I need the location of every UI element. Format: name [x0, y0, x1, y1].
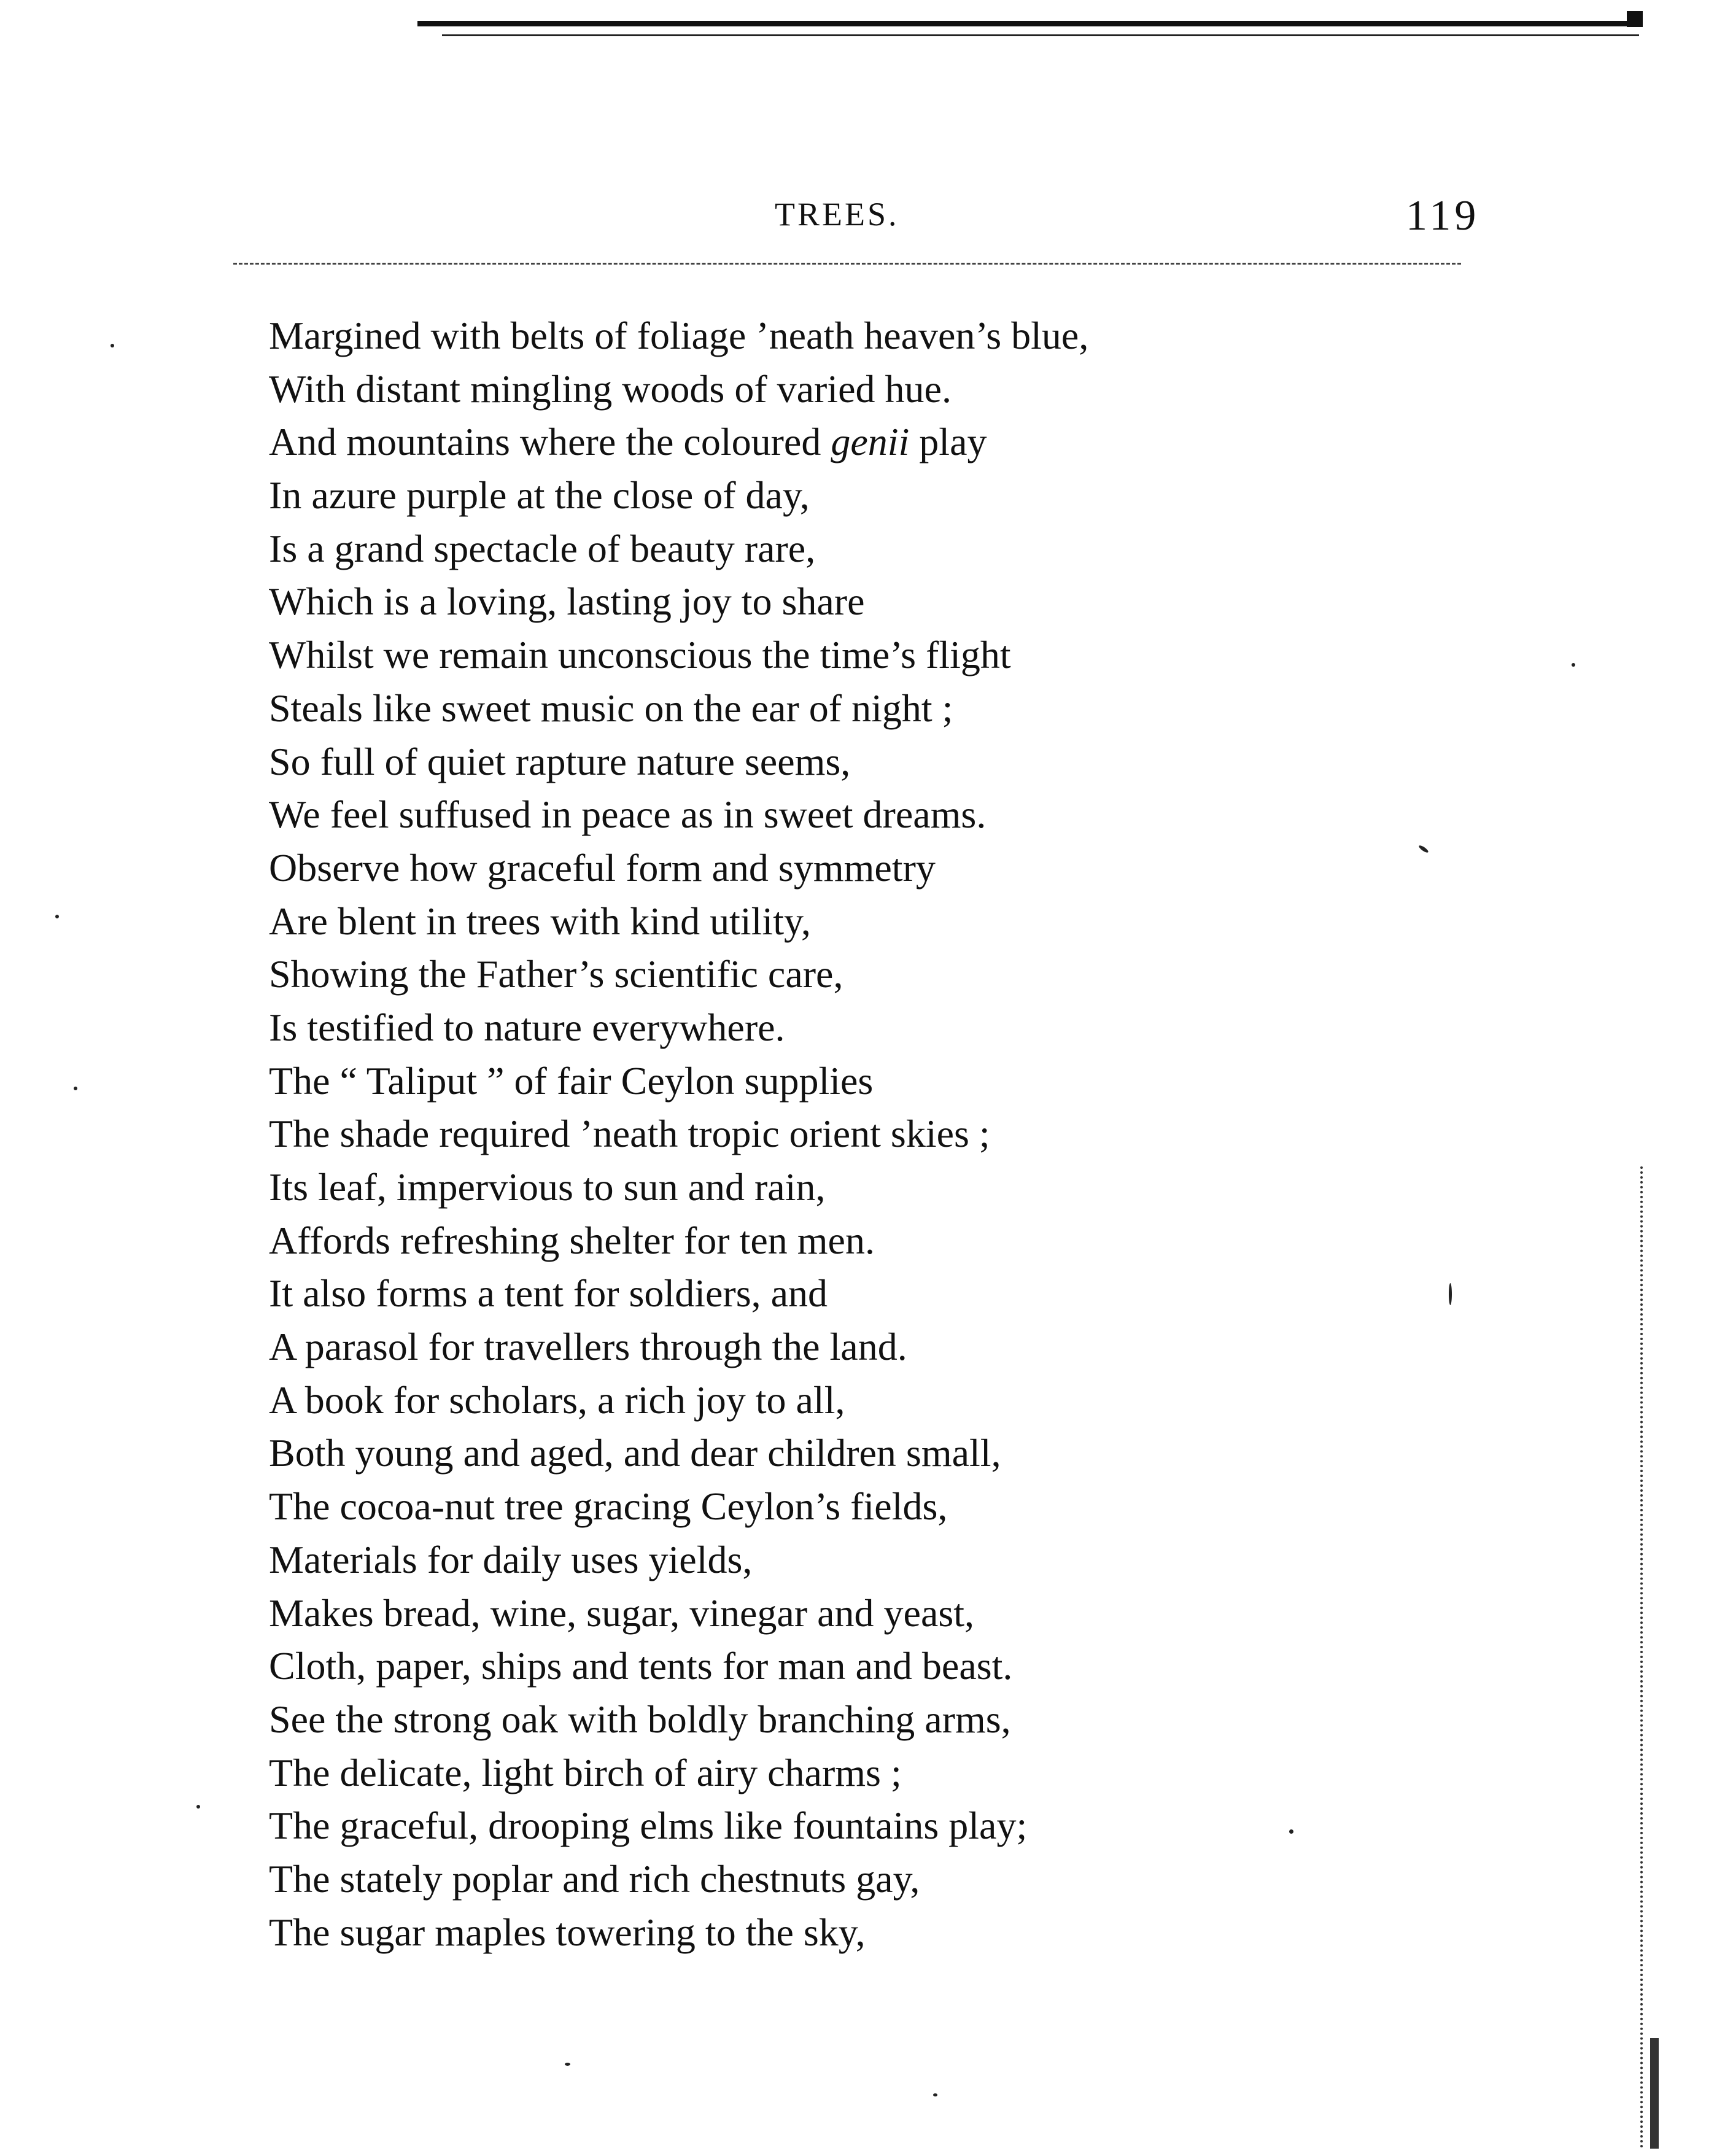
poem-line: The graceful, drooping elms like fountains play; — [269, 1804, 1028, 1848]
poem-line: See the strong oak with boldly branching arms, — [269, 1697, 1011, 1741]
poem-line: So full of quiet rapture nature seems, — [269, 739, 851, 783]
poem-line: Showing the Father’s scientific care, — [269, 952, 843, 996]
header-rule — [233, 263, 1461, 265]
poem-line: Steals like sweet music on the ear of night ; — [269, 686, 953, 730]
poem-line: The “ Taliput ” of fair Ceylon supplies — [269, 1058, 874, 1103]
poem-line: It also forms a tent for soldiers, and — [269, 1271, 828, 1316]
poem-line: The stately poplar and rich chestnuts gay, — [269, 1856, 920, 1901]
poem-line: Is testified to nature everywhere. — [269, 1005, 785, 1049]
poem — [269, 309, 1497, 1959]
poem-line: A parasol for travellers through the land. — [269, 1325, 907, 1369]
scan-speck — [110, 344, 114, 347]
poem-line: Margined with belts of foliage ’neath heaven’s blue, — [269, 314, 1089, 357]
poem-line: We feel suffused in peace as in sweet dreams. — [269, 793, 987, 837]
page-number: 119 — [1406, 192, 1480, 239]
top-rule — [417, 21, 1639, 26]
poem-line-part: And mountains where the coloured — [269, 420, 831, 464]
poem-line: Makes bread, wine, sugar, vinegar and yeast, — [269, 1591, 975, 1635]
scan-speck — [1572, 663, 1575, 667]
scan-speck — [1289, 1829, 1293, 1834]
poem-line: In azure purple at the close of day, — [269, 473, 810, 518]
scan-speck — [196, 1805, 200, 1809]
poem-line: The cocoa-nut tree gracing Ceylon’s fields, — [269, 1484, 948, 1529]
poem-line: Both young and aged, and dear children small, — [269, 1431, 1001, 1475]
poem-line: Which is a loving, lasting joy to share — [269, 580, 865, 624]
top-rule-end-mark — [1627, 11, 1643, 27]
scan-speck — [74, 1087, 77, 1090]
poem-line: Cloth, paper, ships and tents for man and beast. — [269, 1644, 1013, 1688]
scan-speck — [933, 2093, 937, 2096]
poem-line: The shade required ’neath tropic orient skies ; — [269, 1112, 990, 1156]
running-head: TREES. — [775, 196, 899, 233]
poem-line-part: play — [909, 420, 987, 464]
poem-line: With distant mingling woods of varied hue. — [269, 366, 952, 411]
scan-speck — [565, 2063, 570, 2066]
poem-line: Observe how graceful form and symmetry — [269, 845, 936, 890]
poem-line: Affords refreshing shelter for ten men. — [269, 1218, 875, 1262]
poem-line: A book for scholars, a rich joy to all, — [269, 1378, 845, 1422]
poem-line — [269, 416, 1497, 469]
poem-line: The delicate, light birch of airy charms ; — [269, 1750, 902, 1794]
scan-edge-dots — [1640, 1166, 1645, 2149]
scan-speck — [1449, 1283, 1452, 1305]
top-rule-thin — [442, 34, 1639, 36]
poem-line: The sugar maples towering to the sky, — [269, 1910, 866, 1954]
italic-word: genii — [831, 420, 910, 464]
poem-line: Its leaf, impervious to sun and rain, — [269, 1165, 826, 1209]
poem-line: Are blent in trees with kind utility, — [269, 899, 811, 943]
poem-line: Materials for daily uses yields, — [269, 1537, 753, 1581]
poem-line: Whilst we remain unconscious the time’s flight — [269, 633, 1011, 677]
scan-speck — [55, 915, 59, 918]
poem-line: Is a grand spectacle of beauty rare, — [269, 526, 816, 570]
scan-edge-shadow — [1650, 2038, 1659, 2149]
